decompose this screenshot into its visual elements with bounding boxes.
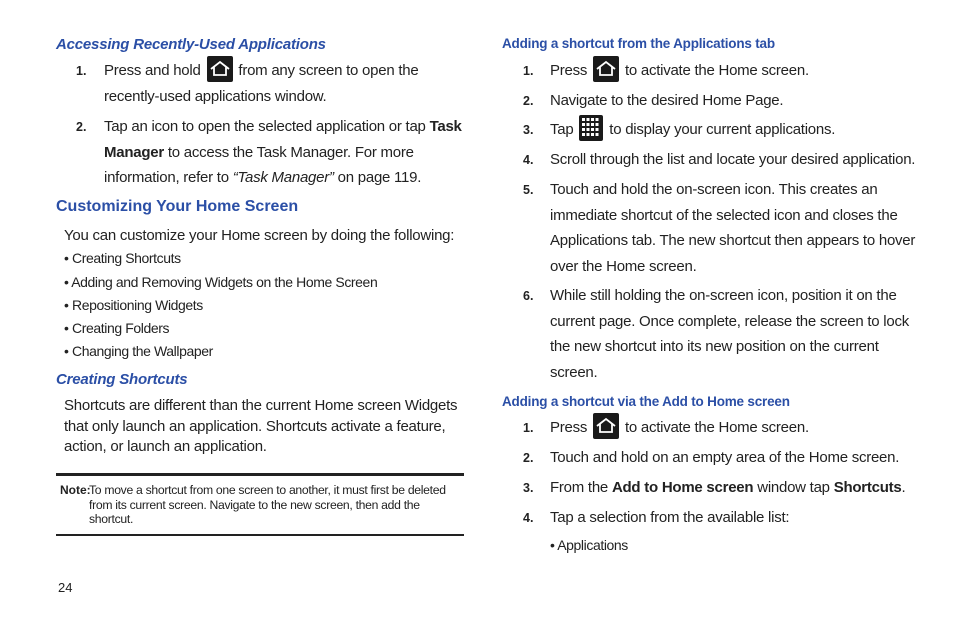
- page-number: 24: [58, 580, 73, 595]
- apps-step-6: [550, 283, 922, 385]
- step-number: 2.: [523, 451, 534, 465]
- add-home-step-3: [550, 475, 905, 501]
- note-bottom-rule: [56, 534, 464, 536]
- add-to-home-screen-label: Add to Home screen: [611, 479, 754, 496]
- heading-add-to-home: Adding a shortcut via the Add to Home screen: [502, 394, 790, 409]
- paragraph-line: Shortcuts are different than the current Home screen Widgets: [64, 397, 458, 414]
- shortcuts-paragraph: [64, 396, 457, 458]
- step-text: recently-used applications window.: [104, 88, 327, 106]
- step-number: 1.: [523, 421, 534, 435]
- step-line: screen.: [550, 363, 598, 381]
- bullet-item: • Changing the Wallpaper: [64, 343, 213, 359]
- bullet-item: • Applications: [550, 537, 628, 553]
- bullet-text: Changing the Wallpaper: [72, 343, 213, 359]
- apps-step-3: [550, 117, 922, 143]
- paragraph-line: action, or launch an application.: [64, 438, 267, 456]
- step-number: 3.: [523, 123, 534, 137]
- step-text: Tap: [550, 121, 574, 138]
- bullet-item: • Repositioning Widgets: [64, 297, 203, 313]
- home-key-icon: [593, 56, 619, 82]
- step-number: 3.: [523, 481, 534, 495]
- step-text: From the: [550, 479, 609, 496]
- bullet-text: Applications: [557, 537, 628, 553]
- bullet-item: • Adding and Removing Widgets on the Home Screen: [64, 274, 378, 290]
- heading-recently-used: Accessing Recently-Used Applications: [56, 36, 326, 53]
- step-text: Tap an icon to open the selected application or tap: [104, 118, 426, 135]
- apps-step-4: Scroll through the list and locate your desired application.: [550, 151, 916, 168]
- bullet-text: Creating Shortcuts: [72, 250, 181, 266]
- shortcuts-label: Shortcuts: [833, 479, 902, 496]
- step-number: 4.: [523, 511, 534, 525]
- apps-step-2: Navigate to the desired Home Page.: [550, 92, 784, 109]
- step-text: Press: [550, 419, 588, 436]
- bullet-item: • Creating Folders: [64, 320, 170, 336]
- bullet-item: • Creating Shortcuts: [64, 250, 181, 266]
- bullet-text: Adding and Removing Widgets on the Home Screen: [71, 274, 378, 290]
- step-line: immediate shortcut of the selected icon and closes the: [550, 206, 898, 224]
- add-home-step-4: Tap a selection from the available list:: [550, 509, 790, 526]
- step-number: 4.: [523, 153, 534, 167]
- step-text: Press: [550, 62, 588, 79]
- applications-grid-icon: [579, 115, 603, 141]
- task-manager-label: Task: [429, 118, 462, 135]
- step-text: on page 119.: [337, 169, 422, 186]
- heading-creating-shortcuts: Creating Shortcuts: [56, 371, 188, 388]
- step-line: the new shortcut into its new position on the current: [550, 338, 879, 355]
- step-number: 2.: [76, 120, 87, 134]
- step-line: Applications tab. The new shortcut then appears to hover: [550, 232, 916, 249]
- customize-intro: You can customize your Home screen by doing the following:: [64, 227, 455, 244]
- step-number: 1.: [76, 64, 87, 78]
- step-text: to activate the Home screen.: [624, 419, 809, 436]
- step-line: current page. Once complete, release the screen to lock: [550, 312, 909, 330]
- heading-customizing-home: Customizing Your Home Screen: [56, 198, 299, 215]
- bullet-text: Repositioning Widgets: [72, 297, 203, 313]
- step-text: information, refer to: [104, 169, 229, 186]
- step-text: .: [901, 479, 906, 496]
- recent-step-1: [104, 58, 464, 110]
- step-text: Press and hold: [104, 62, 201, 79]
- step-line: Touch and hold the on-screen icon. This creates an: [550, 181, 878, 198]
- note-line: from its current screen. Navigate to the new screen, then add the: [89, 497, 420, 512]
- recent-step-2: [104, 114, 464, 191]
- step-text: window tap: [757, 479, 830, 496]
- step-text: from any screen to open the: [238, 62, 419, 79]
- task-manager-label: Manager: [104, 143, 164, 161]
- paragraph-line: that only launch an application. Shortcuts activate a feature,: [64, 417, 446, 435]
- add-home-step-2: Touch and hold on an empty area of the Home screen.: [550, 449, 900, 466]
- note-label: Note:: [60, 483, 91, 497]
- step-number: 6.: [523, 289, 534, 303]
- heading-apps-tab: Adding a shortcut from the Applications tab: [502, 36, 775, 51]
- note-top-rule: [56, 473, 464, 476]
- home-key-icon: [593, 413, 619, 439]
- step-number: 2.: [523, 94, 534, 108]
- apps-step-1: [550, 58, 922, 84]
- add-home-step-1: [550, 415, 922, 441]
- note-line: shortcut.: [89, 512, 134, 526]
- step-text: to activate the Home screen.: [624, 62, 809, 79]
- bullet-text: Creating Folders: [72, 320, 170, 336]
- note-text: [89, 483, 464, 527]
- step-line: over the Home screen.: [550, 257, 697, 275]
- step-text: to display your current applications.: [609, 121, 836, 138]
- step-number: 1.: [523, 64, 534, 78]
- cross-reference-link[interactable]: “Task Manager”: [232, 169, 334, 186]
- step-line: While still holding the on-screen icon, position it on the: [550, 287, 897, 304]
- step-number: 5.: [523, 183, 534, 197]
- note-line: To move a shortcut from one screen to another, it must first be deleted: [89, 483, 446, 497]
- step-text: to access the Task Manager. For more: [167, 143, 414, 161]
- home-key-icon: [207, 56, 233, 82]
- apps-step-5: [550, 177, 922, 279]
